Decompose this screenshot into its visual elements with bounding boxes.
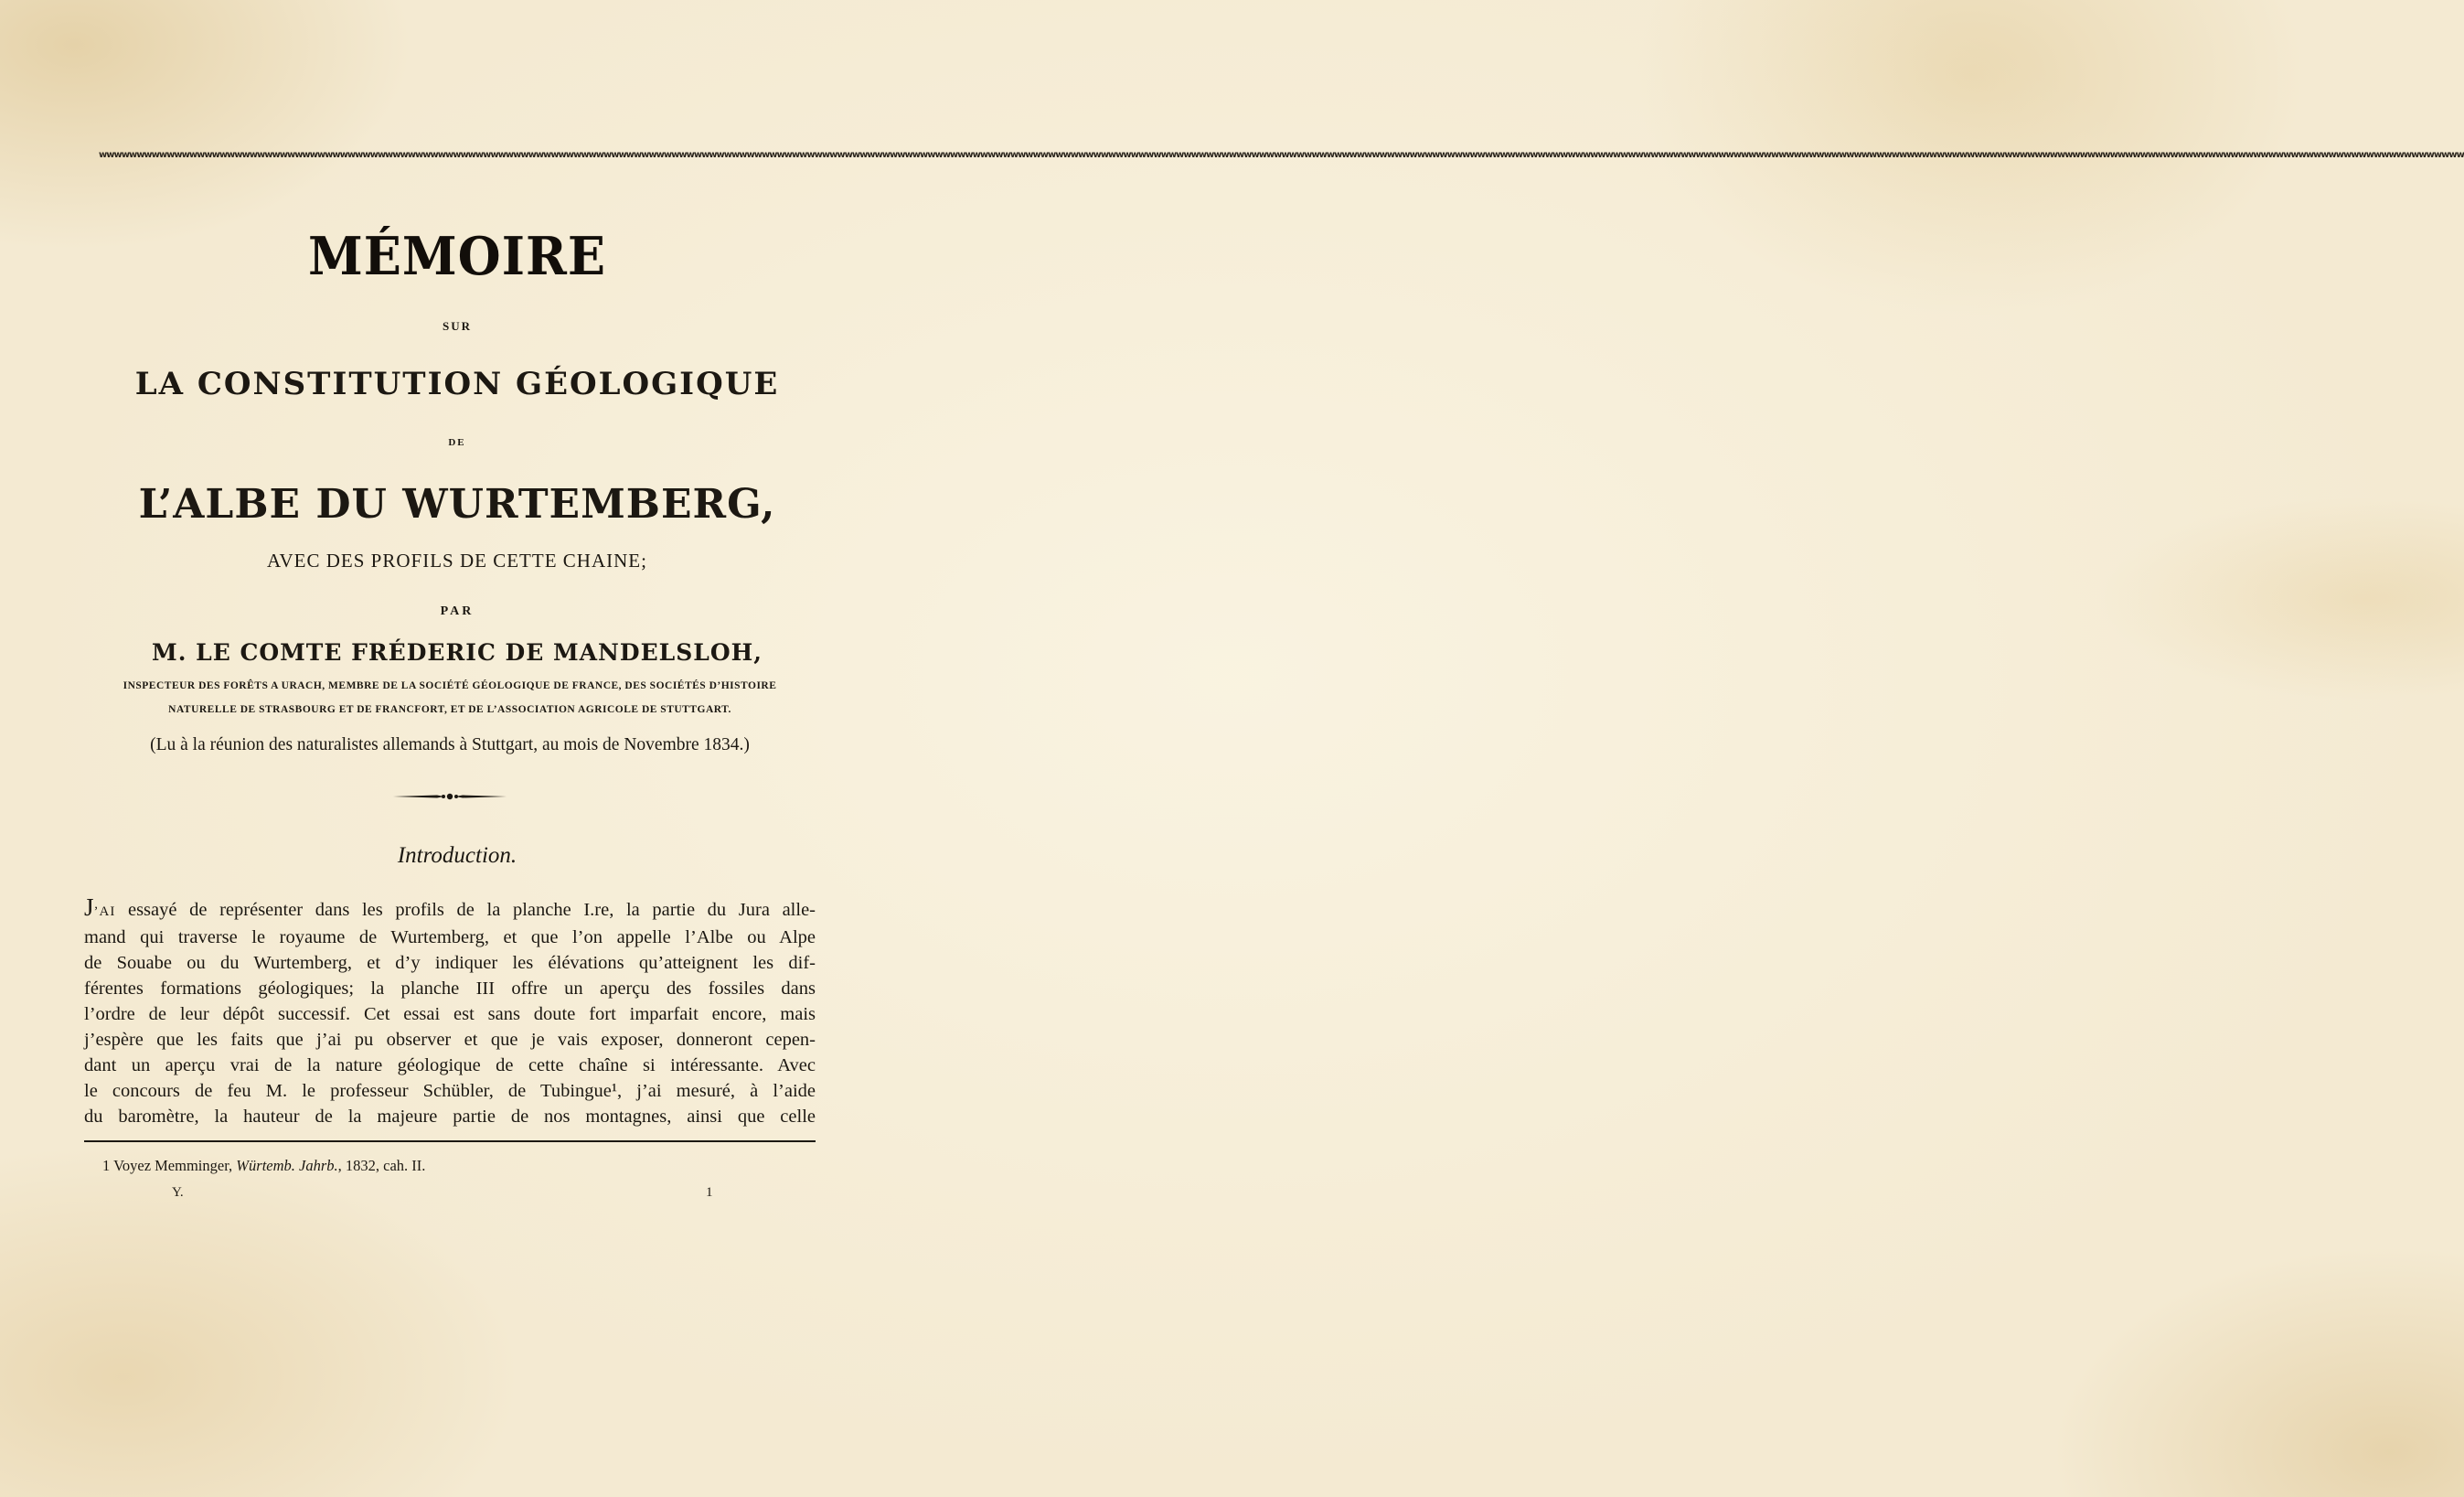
title-albe-du-wurtemberg: L’ALBE DU WURTEMBERG,: [138, 481, 776, 528]
read-note: (Lu à la réunion des naturalistes allemands à Stuttgart, au mois de Novembre 1834.): [150, 735, 750, 754]
section-heading-introduction: Introduction.: [397, 843, 517, 868]
author-affiliation-line-2: NATURELLE DE STRASBOURG ET DE FRANCFORT, ET DE L’ASSOCIATION AGRICOLE DE STUTTGART.: [168, 704, 731, 715]
title-par: PAR: [440, 604, 475, 618]
author-name: M. LE COMTE FRÉDERIC DE MANDELSLOH,: [152, 639, 763, 666]
footnote: [102, 1157, 425, 1175]
body-line: du baromètre, la hauteur de la majeure partie de nos montagnes, ainsi que celle: [84, 1107, 816, 1127]
page-number: 1: [706, 1185, 713, 1200]
body-line: j’espère que les faits que j’ai pu observer et que je vais exposer, donneront cepen-: [84, 1030, 816, 1050]
title-constitution-geologique: LA CONSTITUTION GÉOLOGIQUE: [134, 366, 780, 402]
first-word-smallcaps: ’AI: [93, 904, 116, 919]
footnote-text: Voyez Memminger,: [110, 1157, 237, 1174]
signature-mark: Y.: [172, 1185, 184, 1200]
title-de: DE: [448, 437, 466, 448]
body-line: férentes formations géologiques; la planche III offre un aperçu des fossiles dans: [84, 978, 816, 999]
body-line: le concours de feu M. le professeur Schübler, de Tubingue¹, j’ai mesuré, à l’aide: [84, 1081, 816, 1101]
body-line: [84, 894, 816, 925]
body-line: de Souabe ou du Wurtemberg, et d’y indiquer les élévations qu’atteignent les dif-: [84, 953, 816, 973]
footnote-italic-title: Würtemb. Jahrb.: [236, 1157, 338, 1174]
footnote-number: 1: [102, 1157, 111, 1174]
drop-cap: J: [84, 893, 94, 921]
title-sur: SUR: [442, 319, 472, 333]
footnote-text-end: , 1832, cah. II.: [337, 1157, 426, 1174]
author-affiliation-line-1: INSPECTEUR DES FORÊTS A URACH, MEMBRE DE LA SOCIÉTÉ GÉOLOGIQUE DE FRANCE, DES SOCIÉTÉS D’HISTOIRE: [123, 680, 777, 691]
top-ornament-border: wwwwwwwwwwwwwwwwwwwwwwwwwwwwwwwwwwwwwwwwwwwwwwwwwwwwwwwwwwwwwwwwwwwwwwwwwwwwwwwwwwwwwwwwwwwwwwwwwwwwwwwwwwwwwwwwwwwwwwwwwwwwwwwwwwwwwwwwwwwwwwwwwwwwwwwwwwwwwwwwwwwwwwwwwwwwwwwwwwwwwwwwwwwwwwwwwwwwwwwwwwwwwwwwwwwwwwwwwwwwwwwwwwwwwwwwwwwwwwwwwwwwwwwwwwwwwwwwwwwwwwwwwwwwwwwwwwwwwwwwwwwwwwwwwwwwwwwwwwwwwwwwwwwwwwwwww: [99, 150, 2464, 160]
title-memoire: MÉMOIRE: [307, 225, 607, 287]
ornamental-divider: [391, 792, 508, 801]
body-line: mand qui traverse le royaume de Wurtemberg, et que l’on appelle l’Albe ou Alpe: [84, 927, 816, 947]
subtitle-profils: AVEC DES PROFILS DE CETTE CHAINE;: [267, 550, 647, 572]
body-line: dant un aperçu vrai de la nature géologique de cette chaîne si intéressante. Avec: [84, 1055, 816, 1075]
body-line: l’ordre de leur dépôt successif. Cet essai est sans doute fort imparfait encore, mais: [84, 1004, 816, 1024]
body-line-text: essayé de représenter dans les profils de la planche I.re, la partie du Jura alle-: [115, 900, 816, 920]
introduction-body: [84, 894, 816, 1129]
footnote-rule: [84, 1140, 816, 1142]
